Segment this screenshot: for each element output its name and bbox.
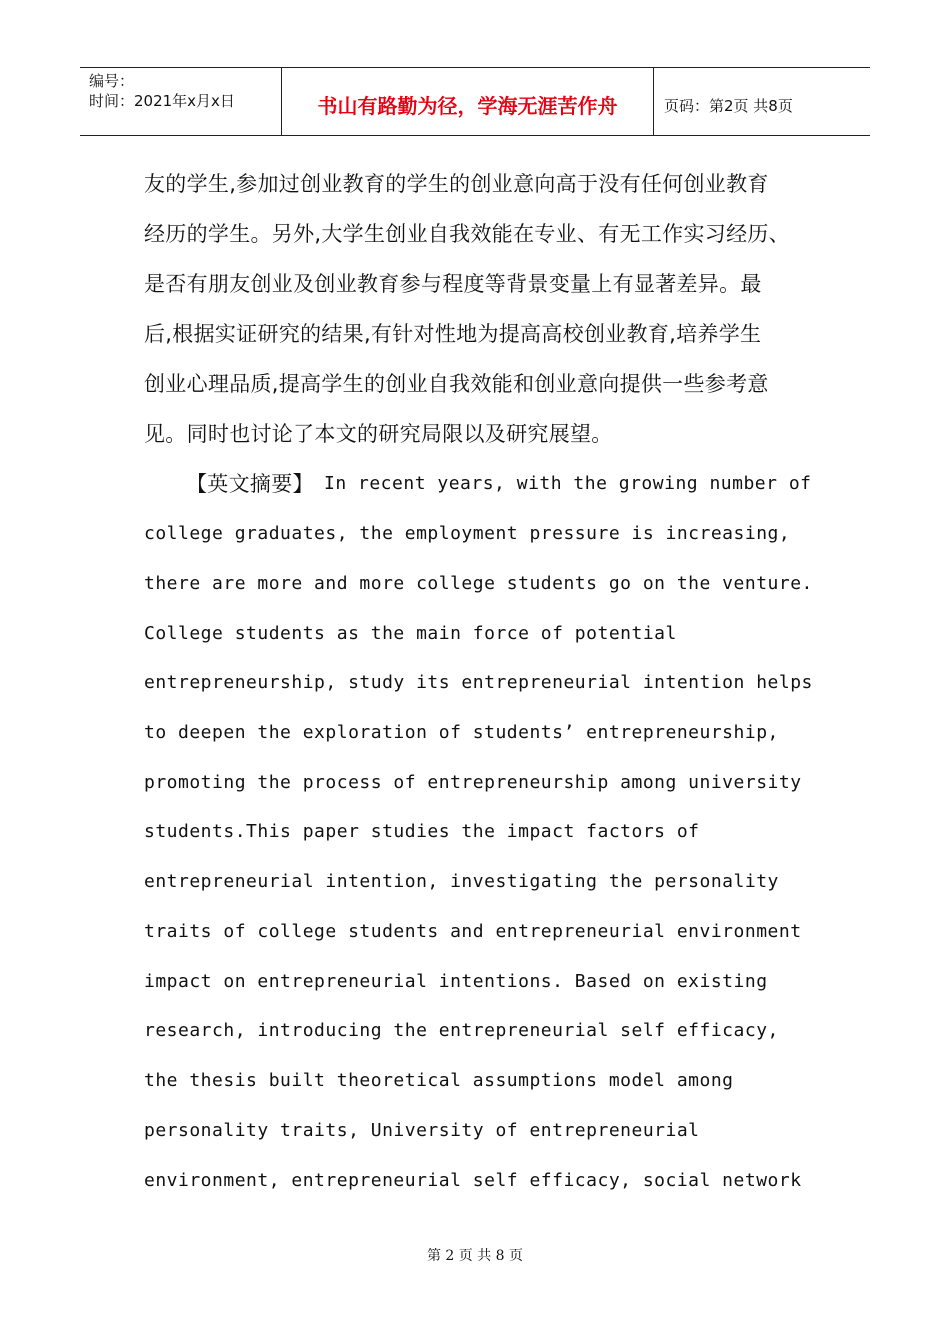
- english-line: In recent years, with the growing number of: [324, 473, 812, 494]
- page-footer: 第 2 页 共 8 页: [426, 1248, 524, 1264]
- english-line: College students as the main force of potential: [144, 623, 677, 644]
- header-motto: 书山有路勤为径，学海无涯苦作舟: [282, 68, 654, 135]
- chinese-line: 友的学生,参加过创业教育的学生的创业意向高于没有任何创业教育: [144, 172, 769, 196]
- english-line: personality traits, University of entrepreneurial: [144, 1120, 700, 1141]
- header-meta: [80, 68, 282, 135]
- english-line: college graduates, the employment pressure is increasing,: [144, 523, 791, 544]
- english-line: impact on entrepreneurial intentions. Based on existing: [144, 971, 768, 992]
- chinese-line: 是否有朋友创业及创业教育参与程度等背景变量上有显著差异。最: [144, 272, 762, 296]
- english-line: traits of college students and entrepreneurial environment: [144, 921, 802, 942]
- chinese-line: 见。同时也讨论了本文的研究局限以及研究展望。: [144, 422, 613, 446]
- chinese-line: 经历的学生。另外,大学生创业自我效能在专业、有无工作实习经历、: [144, 222, 790, 246]
- chinese-line: 后,根据实证研究的结果,有针对性地为提高高校创业教育,培养学生: [144, 322, 762, 346]
- english-line: entrepreneurial intention, investigating the personality: [144, 871, 779, 892]
- english-line: entrepreneurship, study its entrepreneurial intention helps: [144, 672, 813, 693]
- header-page-info: 页码：第2页 共8页: [664, 97, 793, 115]
- english-line: environment, entrepreneurial self efficacy, social network: [144, 1170, 802, 1191]
- english-abstract-heading: 【英文摘要】: [186, 472, 314, 496]
- english-line: there are more and more college students go on the venture.: [144, 573, 813, 594]
- chinese-line: 创业心理品质,提高学生的创业自我效能和创业意向提供一些参考意: [144, 372, 769, 396]
- english-line: research, introducing the entrepreneurial self efficacy,: [144, 1020, 779, 1041]
- english-line: students.This paper studies the impact factors of: [144, 821, 700, 842]
- header-date-label: 时间：2021年x月x日: [89, 92, 235, 110]
- english-line: promoting the process of entrepreneurship among university: [144, 772, 802, 793]
- english-line: the thesis built theoretical assumptions model among: [144, 1070, 734, 1091]
- page-header: [80, 67, 870, 136]
- header-number-label: 编号：: [89, 72, 135, 90]
- english-line: to deepen the exploration of students’ entrepreneurship,: [144, 722, 779, 743]
